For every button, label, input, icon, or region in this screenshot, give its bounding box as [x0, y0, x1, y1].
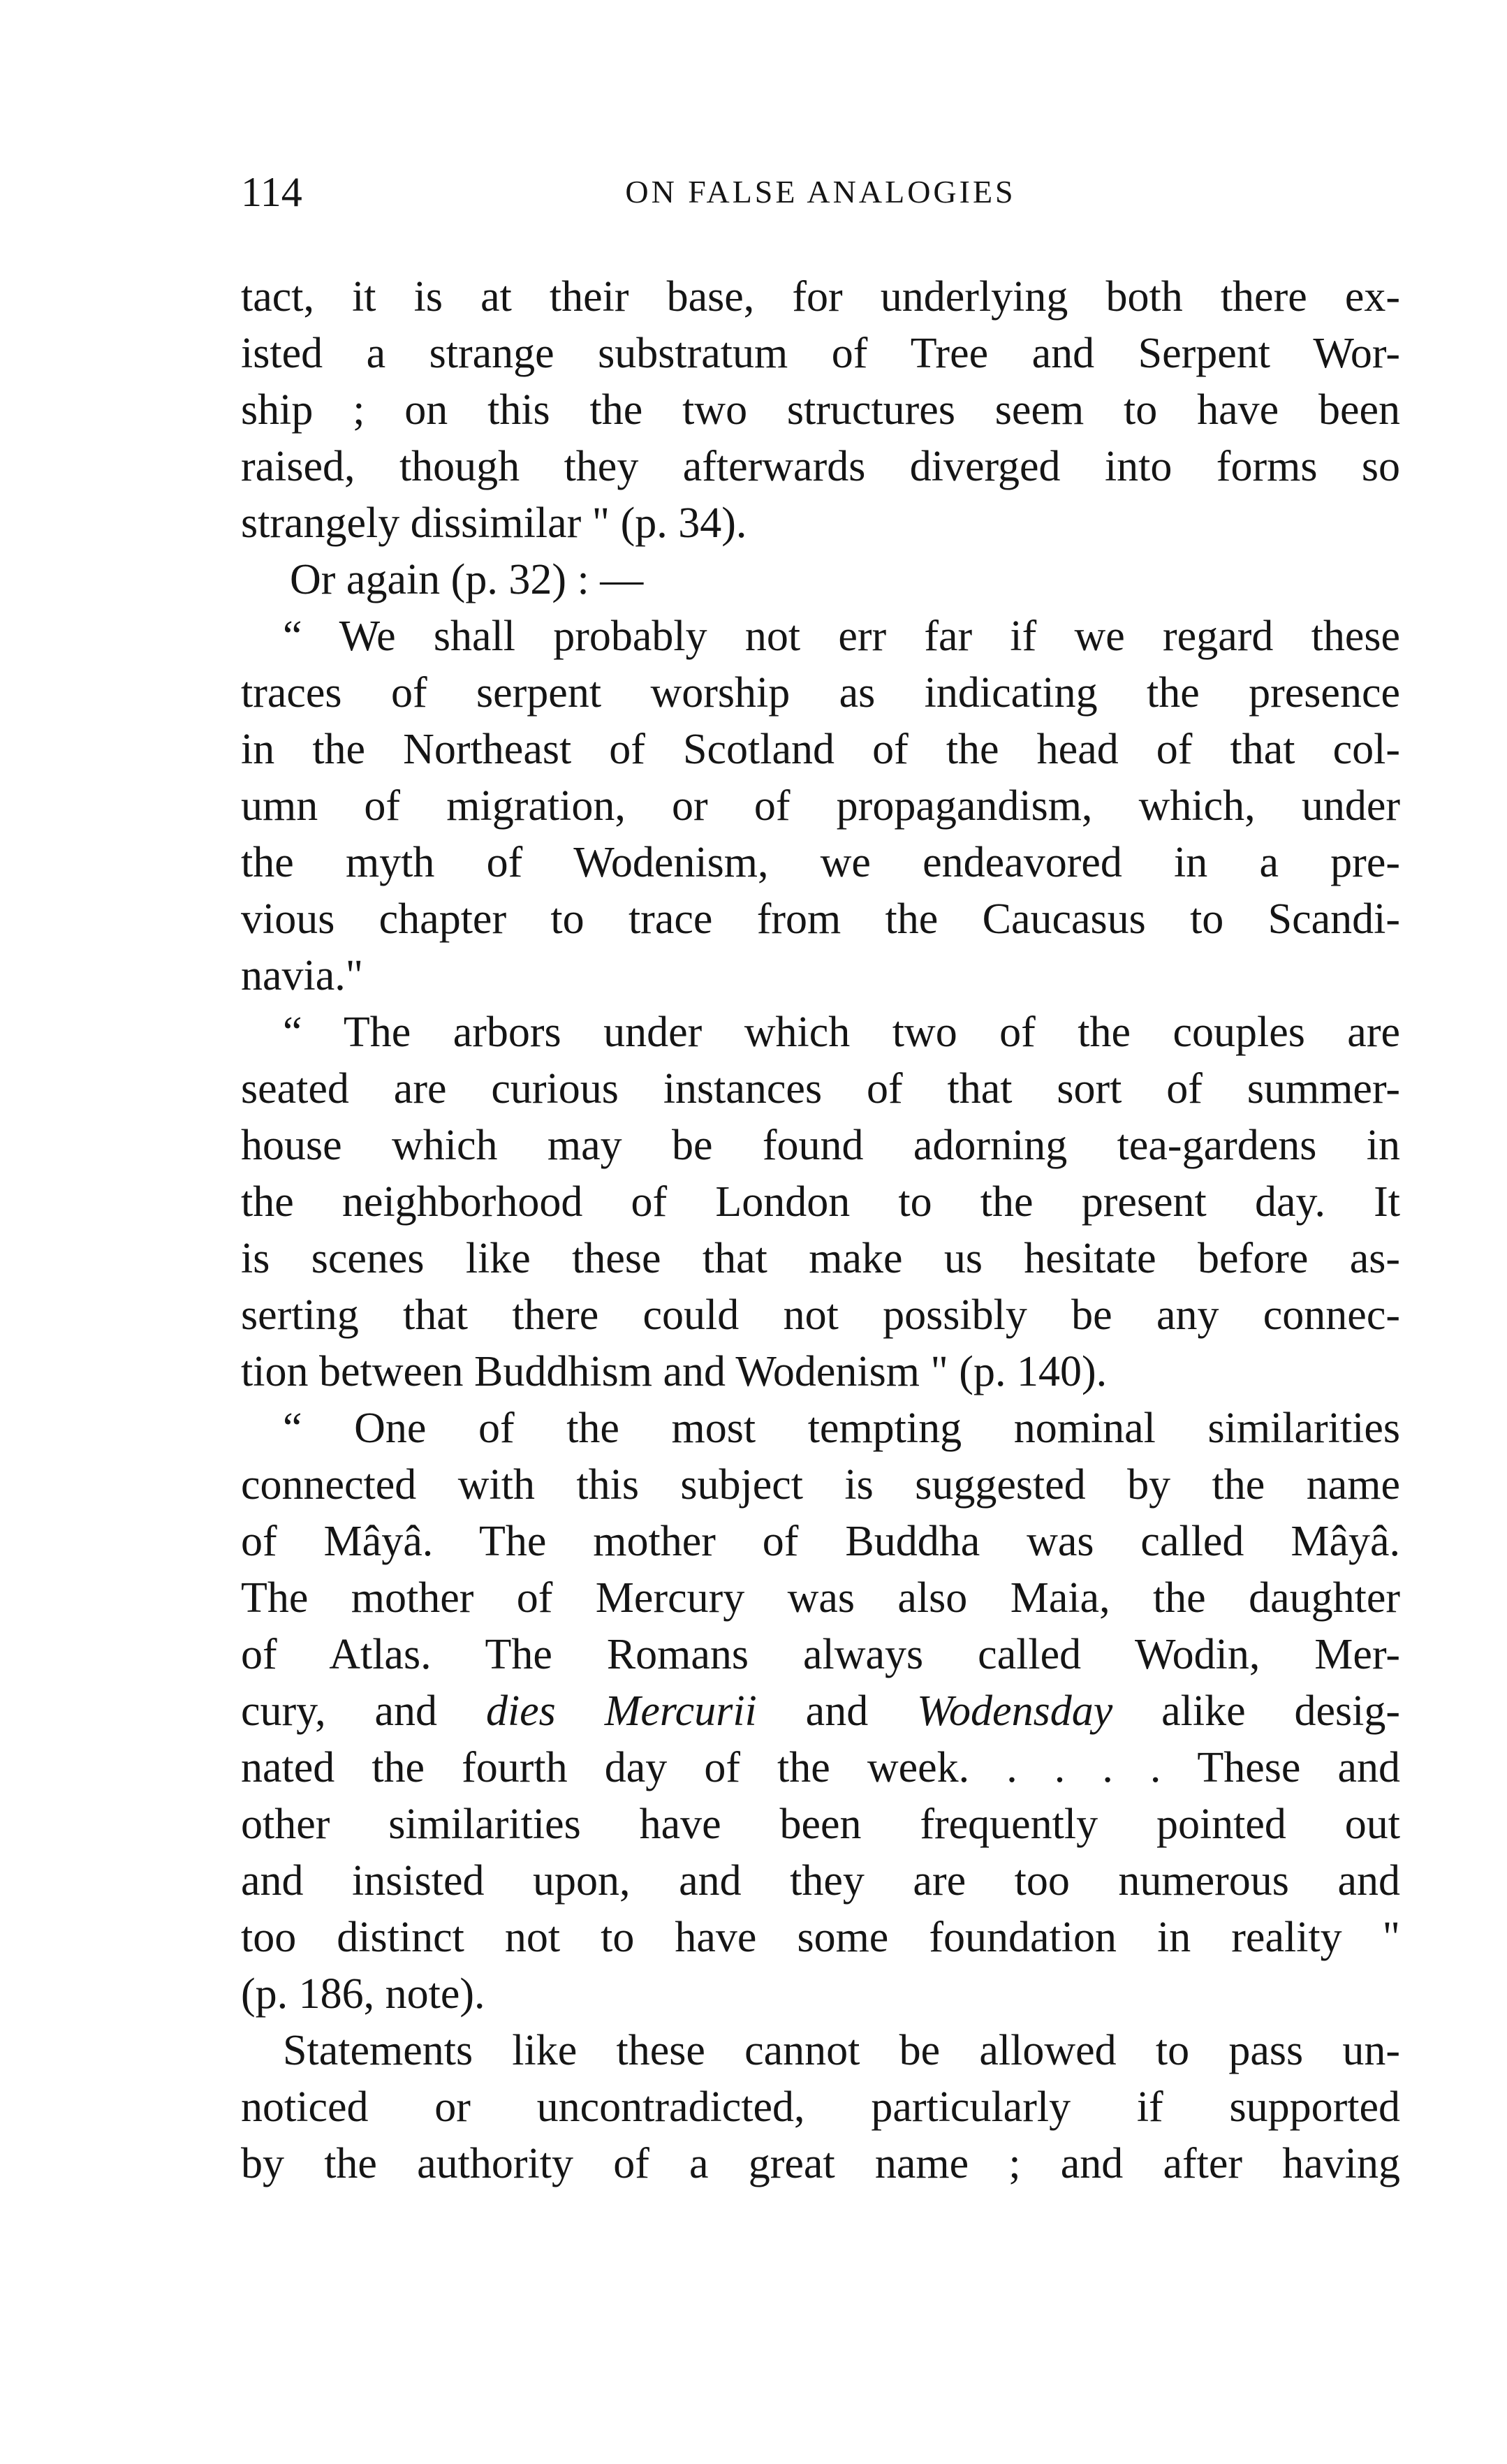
text-line: noticed or uncontradicted, particularly if supported [241, 2083, 1400, 2131]
text-line: Statements like these cannot be allowed to pass un- [283, 2027, 1400, 2074]
text-line: seated are curious instances of that sort of summer- [241, 1065, 1400, 1113]
text-line: vious chapter to trace from the Caucasus to Scandi- [241, 895, 1400, 943]
text-line: too distinct not to have some foundation in reality " [241, 1914, 1400, 1961]
text-segment: cury, and [241, 1687, 486, 1735]
text-line: of Atlas. The Romans always called Wodin, Mer- [241, 1631, 1400, 1678]
text-line: of Mâyâ. The mother of Buddha was called Mâyâ. [241, 1518, 1400, 1565]
text-line: strangely dissimilar " (p. 34). [241, 499, 747, 547]
text-line: Or again (p. 32) : — [290, 556, 644, 603]
text-line: “ One of the most tempting nominal similarities [283, 1405, 1400, 1452]
text-line-italic [241, 1683, 1400, 1740]
text-line: in the Northeast of Scotland of the head of that col- [241, 726, 1400, 773]
text-line: The mother of Mercury was also Maia, the daughter [241, 1574, 1400, 1622]
text-line: house which may be found adorning tea-gardens in [241, 1122, 1400, 1169]
text-line: “ The arbors under which two of the couples are [283, 1009, 1400, 1056]
text-line: tion between Buddhism and Wodenism " (p. 140). [241, 1348, 1108, 1395]
text-line: other similarities have been frequently pointed out [241, 1801, 1400, 1848]
italic-term-dies-mercurii: dies Mercurii [485, 1687, 757, 1735]
text-line: by the authority of a great name ; and after having [241, 2140, 1400, 2187]
text-line: the myth of Wodenism, we endeavored in a pre- [241, 839, 1400, 886]
text-line: navia." [241, 952, 364, 999]
text-line: traces of serpent worship as indicating the presence [241, 669, 1400, 717]
text-line: (p. 186, note). [241, 1970, 485, 2018]
text-line: raised, though they afterwards diverged into forms so [241, 443, 1400, 490]
text-segment: alike desig- [1112, 1687, 1400, 1735]
body-text [241, 269, 1400, 2192]
text-line: isted a strange substratum of Tree and Serpent Wor- [241, 330, 1400, 377]
running-head: ON FALSE ANALOGIES [625, 174, 1016, 210]
italic-term-wodensday: Wodensday [917, 1687, 1113, 1735]
text-line: “ We shall probably not err far if we regard these [283, 613, 1400, 660]
page-number: 114 [241, 169, 302, 215]
text-line: tact, it is at their base, for underlying both there ex- [241, 273, 1400, 321]
text-line: and insisted upon, and they are too numerous and [241, 1857, 1400, 1905]
text-line: the neighborhood of London to the present day. It [241, 1178, 1400, 1226]
page-header [241, 164, 1400, 220]
text-line: ship ; on this the two structures seem to have been [241, 386, 1400, 434]
text-line: serting that there could not possibly be any connec- [241, 1291, 1400, 1339]
text-line: is scenes like these that make us hesitate before as- [241, 1235, 1400, 1282]
text-segment: and [756, 1687, 918, 1735]
text-line: nated the fourth day of the week. . . . . These and [241, 1744, 1400, 1791]
text-line: umn of migration, or of propagandism, which, under [241, 782, 1400, 830]
text-line: connected with this subject is suggested by the name [241, 1461, 1400, 1509]
